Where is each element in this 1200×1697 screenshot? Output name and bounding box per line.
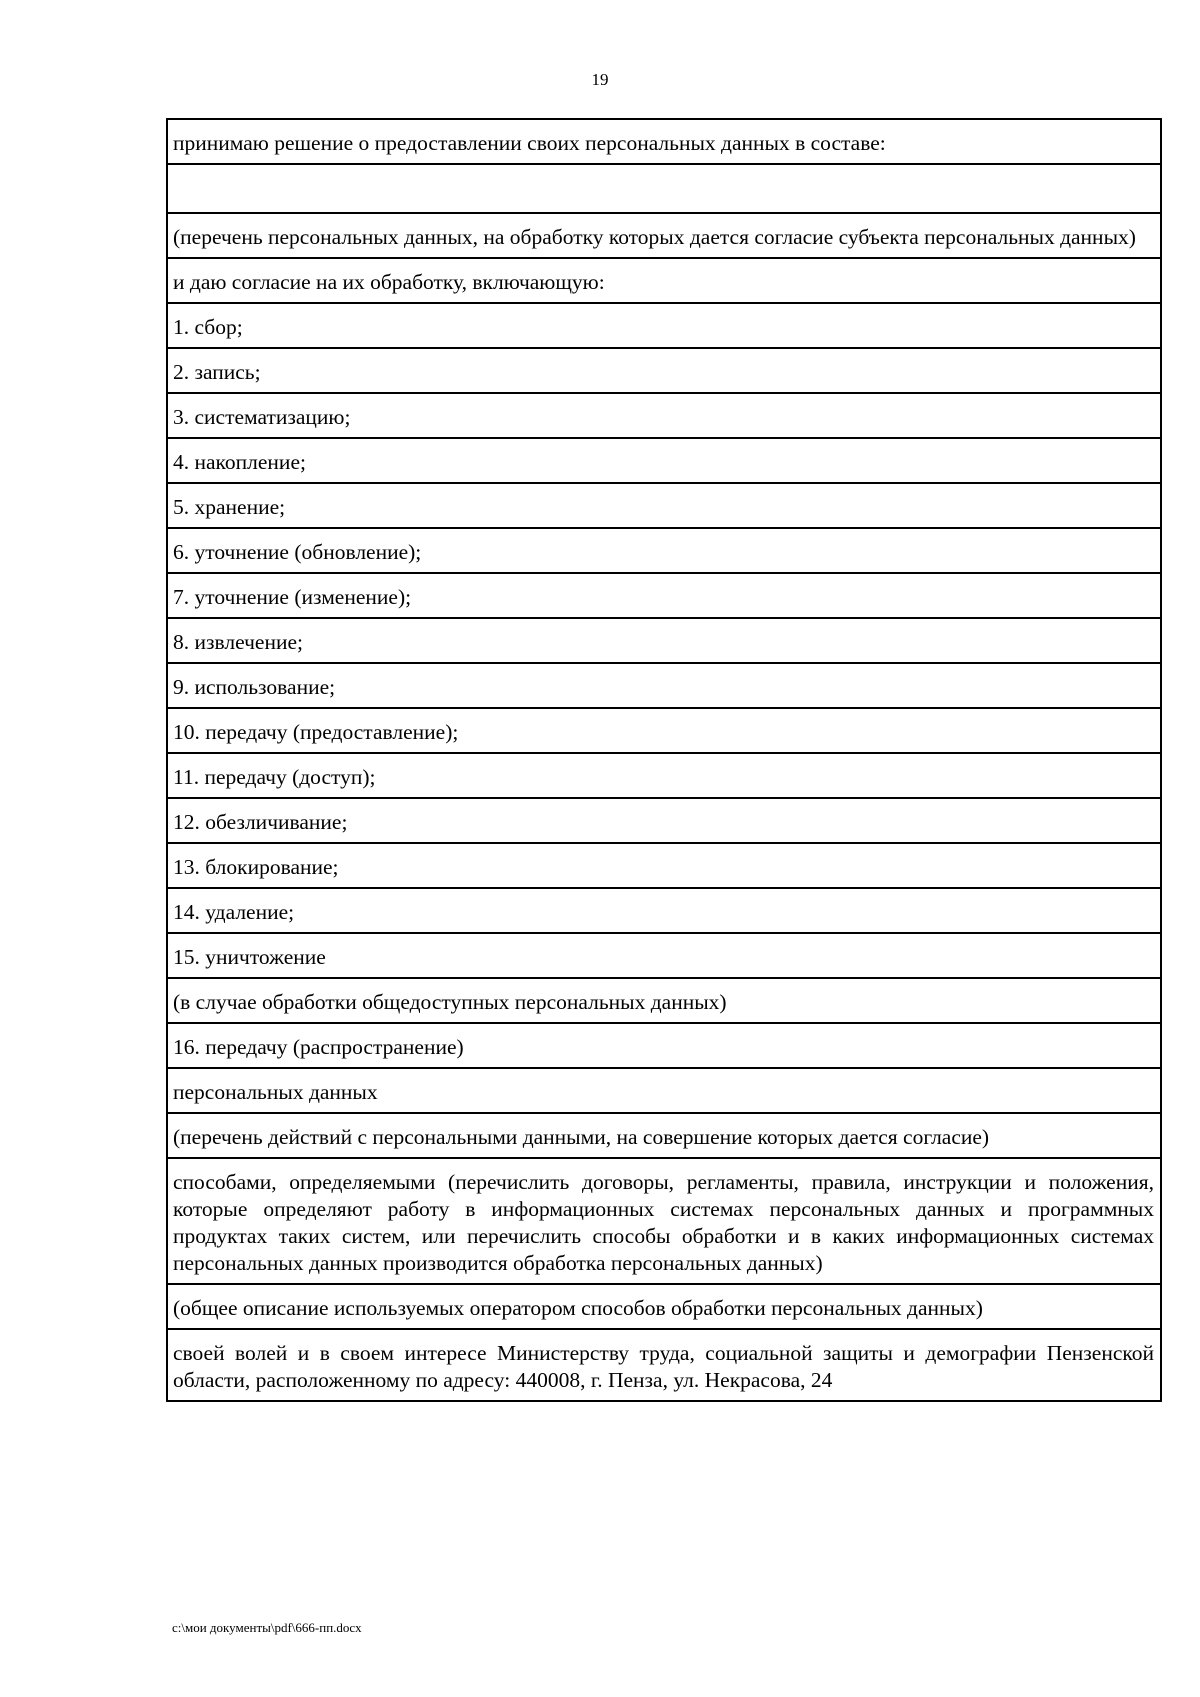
empty-fill-cell xyxy=(167,164,1161,213)
table-row xyxy=(167,708,1161,753)
table-cell: принимаю решение о предоставлении своих персональных данных в составе: xyxy=(167,119,1161,164)
table-row xyxy=(167,933,1161,978)
table-row xyxy=(167,393,1161,438)
table-cell: 14. удаление; xyxy=(167,888,1161,933)
table-cell: и даю согласие на их обработку, включающую: xyxy=(167,258,1161,303)
footer-file-path: c:\мои документы\pdf\666-пп.docx xyxy=(172,1620,362,1635)
table-cell: 2. запись; xyxy=(167,348,1161,393)
table-row xyxy=(167,303,1161,348)
table-cell: 9. использование; xyxy=(167,663,1161,708)
table-cell: 6. уточнение (обновление); xyxy=(167,528,1161,573)
table-cell: (общее описание используемых оператором способов обработки персональных данных) xyxy=(167,1284,1161,1329)
table-row xyxy=(167,528,1161,573)
table-row xyxy=(167,1329,1161,1401)
table-cell: 12. обезличивание; xyxy=(167,798,1161,843)
table-row xyxy=(167,438,1161,483)
table-cell: 4. накопление; xyxy=(167,438,1161,483)
table-cell: (перечень действий с персональными данными, на совершение которых дается согласие) xyxy=(167,1113,1161,1158)
table-cell: 16. передачу (распространение) xyxy=(167,1023,1161,1068)
table-row xyxy=(167,483,1161,528)
table-row xyxy=(167,258,1161,303)
table-row xyxy=(167,978,1161,1023)
table-row xyxy=(167,213,1161,258)
table-row xyxy=(167,348,1161,393)
table-cell: персональных данных xyxy=(167,1068,1161,1113)
table-row xyxy=(167,843,1161,888)
table-row xyxy=(167,1023,1161,1068)
table-row xyxy=(167,573,1161,618)
table-row xyxy=(167,663,1161,708)
table-row xyxy=(167,618,1161,663)
table-cell: 10. передачу (предоставление); xyxy=(167,708,1161,753)
table-cell: (в случае обработки общедоступных персональных данных) xyxy=(167,978,1161,1023)
table-cell: 8. извлечение; xyxy=(167,618,1161,663)
table-cell: своей волей и в своем интересе Министерству труда, социальной защиты и демографии Пензенской области, расположенному по адресу: 440008, г. Пенза, ул. Некрасова, 24 xyxy=(167,1329,1161,1401)
table-row xyxy=(167,1068,1161,1113)
table-row xyxy=(167,753,1161,798)
table-row xyxy=(167,1284,1161,1329)
table-cell: 7. уточнение (изменение); xyxy=(167,573,1161,618)
table-cell: 3. систематизацию; xyxy=(167,393,1161,438)
table-row xyxy=(167,798,1161,843)
table-cell: способами, определяемыми (перечислить договоры, регламенты, правила, инструкции и положения, которые определяют работу в информационных системах персональных данных и программных продуктах таких систем, или перечислить способы обработки и в каких информационных системах персональных данных производится обработка персональных данных) xyxy=(167,1158,1161,1284)
table-cell: 15. уничтожение xyxy=(167,933,1161,978)
page-number: 19 xyxy=(591,70,609,89)
table-row xyxy=(167,164,1161,213)
table-cell: 5. хранение; xyxy=(167,483,1161,528)
consent-form-table xyxy=(166,118,1162,1402)
table-row xyxy=(167,1158,1161,1284)
table-row xyxy=(167,1113,1161,1158)
table-cell: (перечень персональных данных, на обработку которых дается согласие субъекта персональных данных) xyxy=(167,213,1161,258)
table-cell: 13. блокирование; xyxy=(167,843,1161,888)
table-cell: 1. сбор; xyxy=(167,303,1161,348)
table-cell: 11. передачу (доступ); xyxy=(167,753,1161,798)
table-row xyxy=(167,119,1161,164)
table-row xyxy=(167,888,1161,933)
